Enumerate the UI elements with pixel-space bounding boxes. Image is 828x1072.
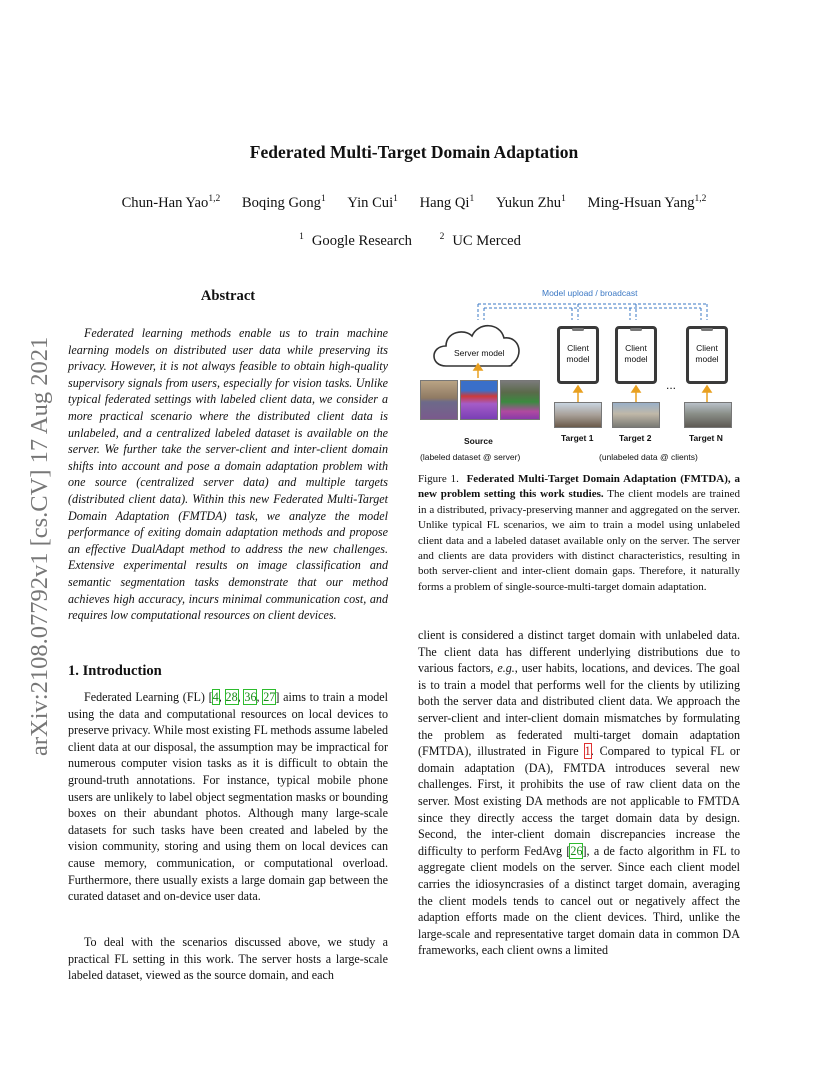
- citation-link[interactable]: 4: [212, 690, 219, 704]
- server-model-label: Server model: [454, 348, 505, 358]
- author: Boqing Gong$^1$: [241, 194, 326, 211]
- arxiv-stamp: [20, 274, 56, 764]
- figure-1-diagram: [416, 286, 742, 468]
- citation-link[interactable]: 26: [570, 843, 583, 858]
- targets-sublabel: (unlabeled data @ clients): [599, 452, 698, 462]
- source-label: Source: [464, 436, 493, 446]
- paper-title: Federated Multi-Target Domain Adaptation: [249, 142, 579, 162]
- target-label: Target 1: [561, 433, 594, 443]
- target-image: [684, 402, 732, 428]
- intro-paragraph-1: Federated Learning (FL) [4, 28, 36, 27] aims to train a model using the data and computational resources on local devices to preserve privacy. While most existing FL methods assume labeled client data at our disposal, the assumption may be impractical for numerous computer vision tasks as it is difficult to obtain the ground-truth annotations. For instance, typical mobile phone users are unlikely to label object segmentation masks or bounding boxes on their abundant photos. Although many large-scale datasets for such tasks have been created and labeled by the vision community, storing and using them on local devices can cause memory, communication, or computational overload. Furthermore, there usually exists a large domain gap between the curated dataset and on-device user data.: [68, 690, 389, 904]
- author: Chun-Han Yao$^{1,2}$: [121, 194, 221, 211]
- abstract-heading: Abstract: [200, 288, 256, 304]
- author: Hang Qi$^1$: [419, 194, 475, 211]
- target-label: Target 2: [619, 433, 652, 443]
- figure-top-label: Model upload / broadcast: [542, 288, 638, 298]
- source-sublabel: (labeled dataset @ server): [420, 452, 521, 462]
- right-column-paragraph: client is considered a distinct target domain with unlabeled data. The client data has different underlying distributions due to various factors, e.g., user habits, locations, and devices. The goal is to train a model that performs well for the clients by utilizing both the server data and distributed client data. We approach the server-client and inter-client domain mismatches by formulating the problem as federated multi-target domain adaptation (FMTDA), illustrated in Figure 1. Compared to typical FL or domain adaptation (DA), FMTDA introduces several new challenges. First, it prohibits the use of raw client data on the server. Most existing DA methods are not applicable to FMTDA since they directly access the target domain data by design. Second, the inter-client domain discrepancies increase the difficulty to perform FedAvg [26], a de facto algorithm in FL to aggregate client models on the server. Since each client model carries the idiosyncrasies of a distinct target domain, averaging the client models tends to cancel out or negatively affect the adaption efforts made on the client devices. Third, unlike the large-scale and representative target domain data in common DA frameworks, each client owns a limited: [418, 628, 740, 958]
- author: Ming-Hsuan Yang$^{1,2}$: [587, 194, 707, 211]
- target-label: Target N: [689, 433, 723, 443]
- citation-link[interactable]: 27: [263, 690, 276, 704]
- author: Yin Cui$^1$: [347, 194, 398, 211]
- abstract-text: Federated learning methods enable us to train machine learning models on distributed user data while preserving its privacy. However, it is not always feasible to obtain high-quality supervisory signals from users, especially for vision tasks. Unlike typical federated settings with labeled client data, we consider a more practical scenario where the distributed client data is unlabeled, and a centralized labeled dataset is available on the server. We further take the server-client and inter-client domain shifts into account and pose a domain adaptation problem with one source (centralized server data) and multiple targets (distributed client data). Within this new Federated Multi-Target Domain Adaptation (FMTDA) task, we analyze the model performance of exiting domain adaptation methods and propose an effective DualAdapt method to address the new challenges. Extensive experimental results on image classification and semantic segmentation tasks demonstrate that our method achieves high accuracy, incurs minimal communication cost, and requires low computational resources on client devices.: [68, 326, 388, 623]
- client-phone-icon: Client model: [557, 326, 599, 384]
- source-image: [500, 380, 540, 420]
- intro-paragraph-2: To deal with the scenarios discussed above, we study a practical FL setting in this work. The server hosts a large-scale labeled dataset, viewed as the source domain, and each: [68, 935, 388, 983]
- affiliation: $^1$ Google Research: [299, 232, 412, 249]
- section-heading-introduction: 1. Introduction: [68, 663, 162, 679]
- ellipsis: ...: [666, 378, 677, 392]
- affiliations: [0, 233, 828, 250]
- client-phone-icon: Client model: [686, 326, 728, 384]
- cloud-icon: [434, 326, 519, 366]
- citation-link[interactable]: 28: [225, 690, 238, 704]
- target-image: [612, 402, 660, 428]
- source-image: [420, 380, 458, 420]
- citation-link[interactable]: 36: [244, 690, 257, 704]
- figure-1-caption: Figure 1. Federated Multi-Target Domain Adaptation (FMTDA), a new problem setting this work studies. The client models are trained in a distributed, privacy-preserving manner and aggregated on the server. Unlike typical FL scenarios, we aim to train a model using unlabeled client data and a labeled dataset available only on the server. The server and clients are data providers with distinct characteristics, resulting in both server-client and inter-client domain gaps. Therefore, it naturally forms a problem of single-source-multi-target domain adaptation.: [418, 473, 740, 593]
- source-image: [460, 380, 498, 420]
- target-image: [554, 402, 602, 428]
- arxiv-id: arXiv:2108.07792v1 [cs.CV] 17 Aug 2021: [26, 336, 53, 756]
- figure-reference-link[interactable]: 1: [584, 744, 591, 759]
- client-phone-icon: Client model: [615, 326, 657, 384]
- author-list: [0, 195, 828, 212]
- author: Yukun Zhu$^1$: [495, 194, 566, 211]
- affiliation: $^2$ UC Merced: [439, 232, 521, 249]
